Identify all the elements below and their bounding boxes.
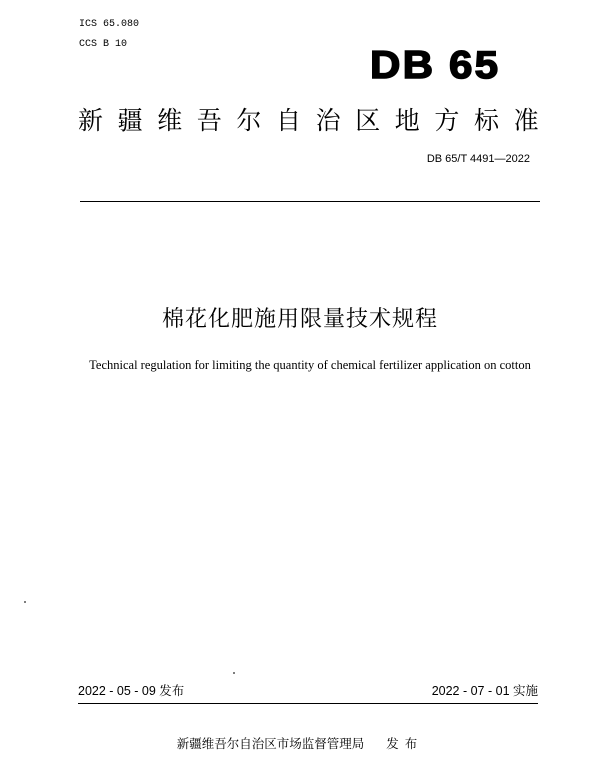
document-title-english: Technical regulation for limiting the quantity of chemical fertilizer application on cotton xyxy=(89,358,531,372)
db-standard-logo xyxy=(370,46,500,86)
scan-speck xyxy=(233,672,235,674)
local-standard-heading: 新疆维吾尔自治区地方标准 xyxy=(78,106,554,135)
issue-label: 发布 xyxy=(386,736,424,751)
scan-speck xyxy=(24,601,26,603)
standard-number: DB 65/T 4491—2022 xyxy=(426,153,530,165)
db-logo-text: DB 65 xyxy=(370,44,501,87)
implement-date: 2022 - 07 - 01 实施 xyxy=(431,684,538,698)
issuer-line xyxy=(0,736,600,752)
publish-date: 2022 - 05 - 09 发布 xyxy=(78,684,185,698)
issuer-name: 新疆维吾尔自治区市场监督管理局 xyxy=(176,736,365,751)
header-divider xyxy=(80,201,540,202)
ccs-code: CCS B 10 xyxy=(79,39,128,50)
document-title-chinese: 棉花化肥施用限量技术规程 xyxy=(161,307,438,332)
footer-divider xyxy=(78,703,538,704)
ics-code: ICS 65.080 xyxy=(79,19,140,30)
